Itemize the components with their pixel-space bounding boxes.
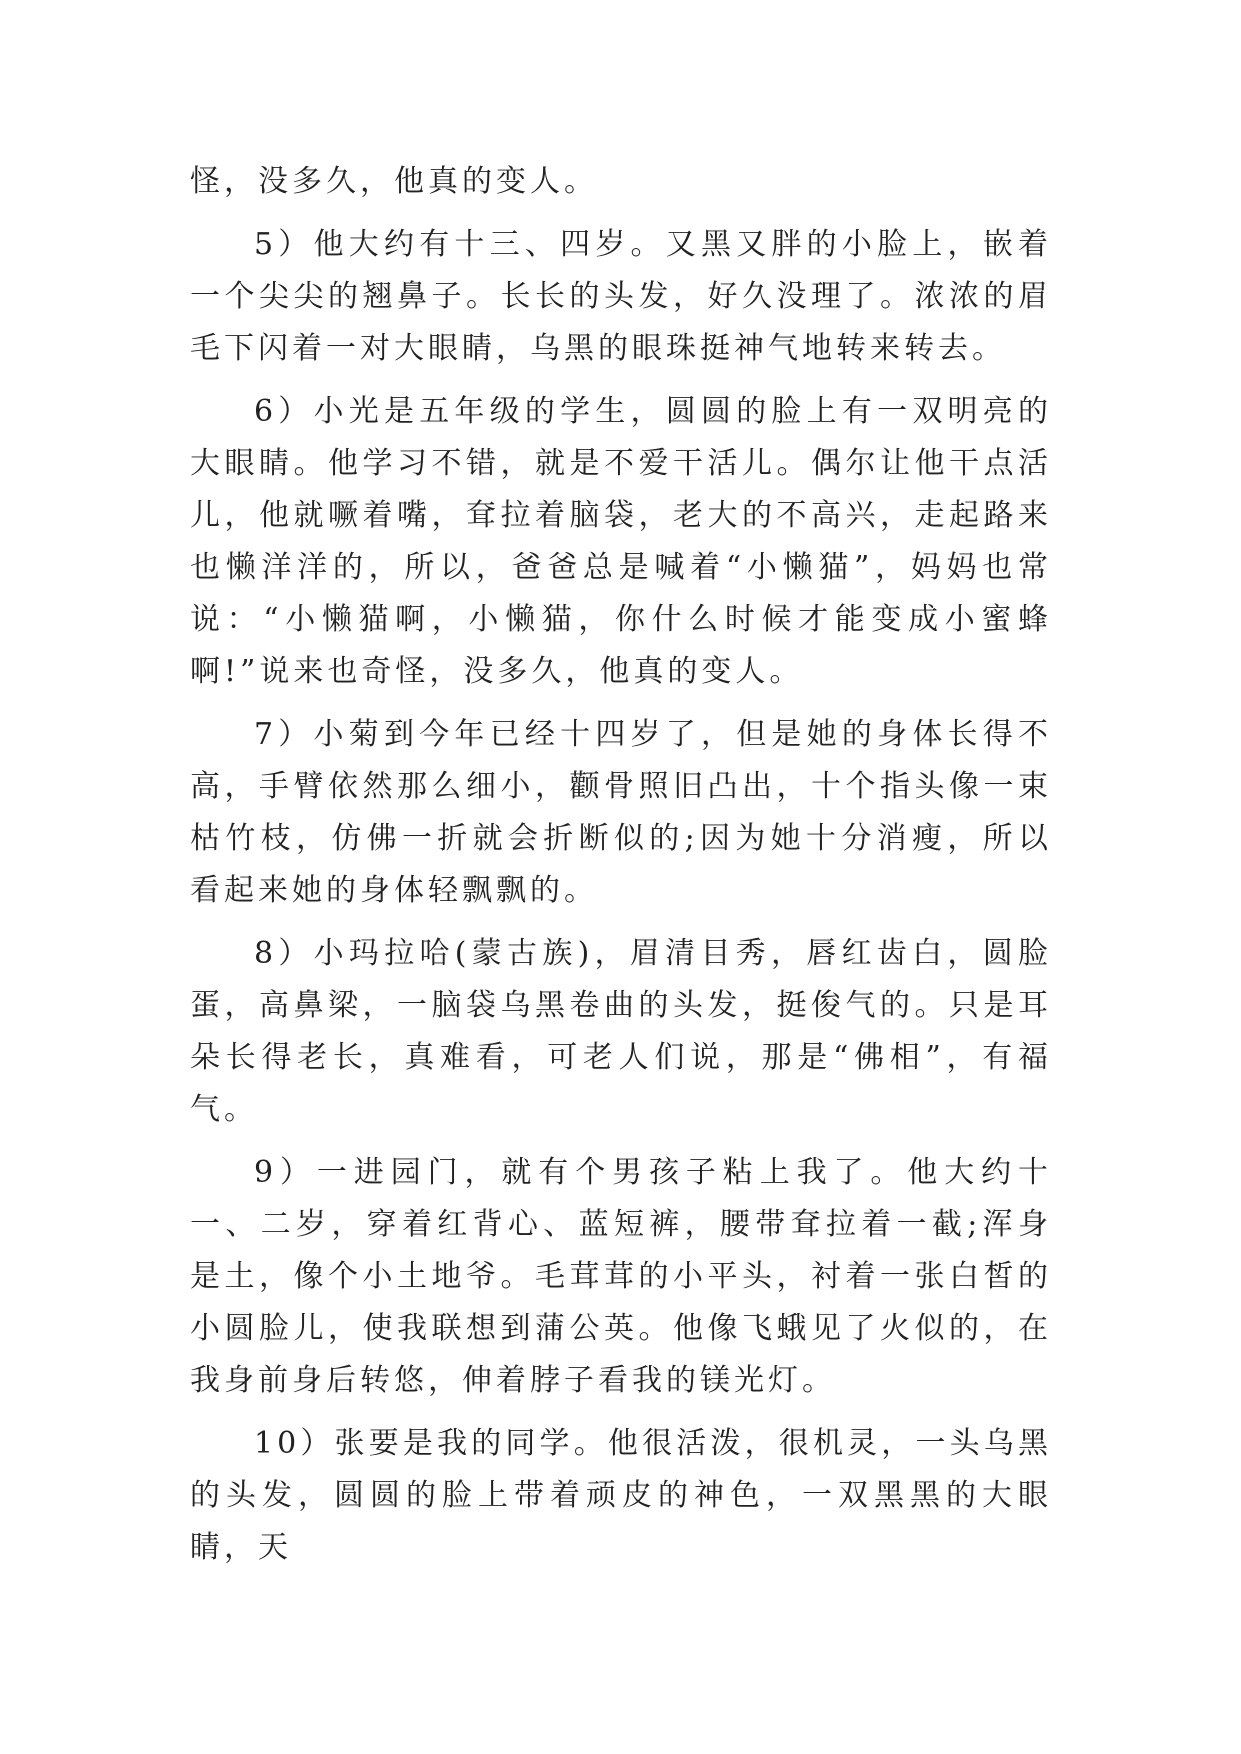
paragraph-10: 10）张要是我的同学。他很活泼，很机灵，一头乌黑的头发，圆圆的脸上带着顽皮的神色，一双黑黑的大眼睛，天: [190, 1426, 1052, 1565]
paragraph-continuation: 怪，没多久，他真的变人。: [190, 164, 598, 199]
paragraph-7: 7）小菊到今年已经十四岁了，但是她的身体长得不高，手臂依然那么细小，颧骨照旧凸出，十个指头像一束枯竹枝，仿佛一折就会折断似的;因为她十分消瘦，所以看起来她的身体轻飘飘的。: [190, 717, 1052, 908]
paragraph-5: 5）他大约有十三、四岁。又黑又胖的小脸上，嵌着一个尖尖的翘鼻子。长长的头发，好久没理了。浓浓的眉毛下闪着一对大眼睛，乌黑的眼珠挺神气地转来转去。: [190, 227, 1052, 366]
paragraph-6: 6）小光是五年级的学生，圆圆的脸上有一双明亮的大眼睛。他学习不错，就是不爱干活儿。偶尔让他干点活儿，他就噘着嘴，耷拉着脑袋，老大的不高兴，走起路来也懒洋洋的，所以，爸爸总是喊着“小懒猫”，妈妈也常说：“小懒猫啊，小懒猫，你什么时候才能变成小蜜蜂啊!”说来也奇怪，没多久，他真的变人。: [190, 394, 1052, 689]
paragraph-8: 8）小玛拉哈(蒙古族)，眉清目秀，唇红齿白，圆脸蛋，高鼻梁，一脑袋乌黑卷曲的头发，挺俊气的。只是耳朵长得老长，真难看，可老人们说，那是“佛相”，有福气。: [190, 936, 1052, 1127]
paragraph-9: 9）一进园门，就有个男孩子粘上我了。他大约十一、二岁，穿着红背心、蓝短裤，腰带耷拉着一截;浑身是土，像个小土地爷。毛茸茸的小平头，衬着一张白皙的小圆脸儿，使我联想到蒲公英。他像飞蛾见了火似的，在我身前身后转悠，伸着脖子看我的镁光灯。: [190, 1155, 1052, 1398]
document-body: [190, 156, 1052, 1574]
